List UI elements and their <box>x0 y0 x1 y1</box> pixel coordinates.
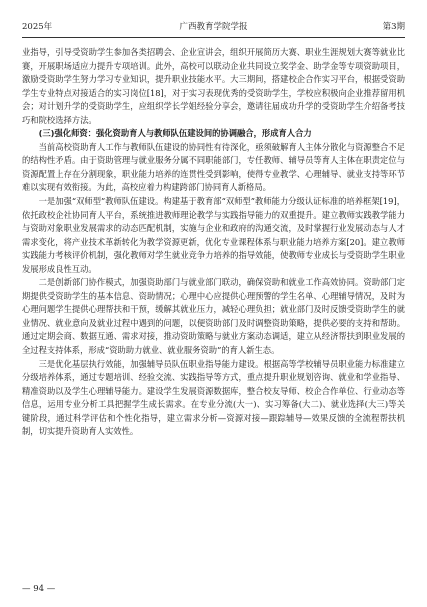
paragraph: 一是加强“双师型”教师队伍建设。构建基于教育部“双师型”教师能力分级认证标准的培养框架[19]，依托政校企社协同育人平台，系统推进教师理论教学与实践指导能力的双重提升。建立教师实践教学能力与资助对象职业发展需求的动态匹配机制，实施与企业和政府的沟通交流，及时掌握行业发展动态与人才需求变化，将产业技术革新转化为教学资源更新，优化专业课程体系与职业能力培养方案[20]。建立教师实践能力考核评价机制，强化教师对学生就业竞争力培养的指导效能，使教师专业成长与受资助学生职业发展形成良性互动。 <box>22 196 405 274</box>
paragraph: 二是创新部门协作模式，加强资助部门与就业部门联动，确保资助和就业工作高效协同。资助部门定期提供受资助学生的基本信息、资助情况；心理中心应提供心理预警的学生名单、心理辅导情况，及时为心理问题学生提供心理帮扶和干预，缓解其就业压力，减轻心理负担；就业部门及时反馈受资助学生的就业情况、就业意向及就业过程中遇到的问题，以便资助部门及时调整资助策略，提供必要的支持和帮助。通过定期会商、数据互通、需求对接，推动资助策略与就业方案动态调适，建立从经济帮扶到职业发展的全过程支持体系，形成“资助助力就业、就业服务资助”的育人新生态。 <box>22 277 405 356</box>
page-number: — 94 — <box>22 584 56 594</box>
header-journal-title: 广西教育学院学报 <box>179 22 248 32</box>
paragraph-continued: 业指导，引导受资助学生参加各类招聘会、企业宣讲会，组织开展简历大赛、职业生涯规划大赛等就业比赛，开展职场适应力提升专项培训。此外，高校可以联动企业共同设立奖学金、助学金等专项资助项目，激励受资助学生努力学习专业知识，提升职业技能水平。大三期间，搭建校企合作实习平台，根据受资助学生专业特点对接适合的实习岗位[18]，对于实习表现优秀的受资助学生，学校应积极向企业推荐留用机会；对计划升学的受资助学生，应组织学长学姐经验分享会，邀请往届成功升学的受资助学生介绍备考技巧和院校选择方法。 <box>22 47 405 125</box>
paragraph: 三是优化基层执行效能，加强辅导员队伍职业指导能力建设。根据高等学校辅导员职业能力标准建立分级培养体系，通过专题培训、经验交流、实践指导等方式，重点提升职业规划咨询、就业和学业指导、精准资助以及学生心理辅导能力。建设学生发展资源数据库，整合校友导师、校企合作单位、行业动态等信息，运用专业分析工具把握学生成长需求。在专业分流(大一)、实习筹备(大二)、就业选择(大三)等关键阶段，通过科学评估和个性化指导，建立需求分析—资源对接—跟踪辅导—效果反馈的全流程帮扶机制，切实提升资助育人实效性。 <box>22 358 405 437</box>
header-issue: 第3期 <box>382 22 405 32</box>
section-heading: (三)强化师资：强化资助育人与教师队伍建设间的协调融合，形成育人合力 <box>38 128 312 139</box>
running-header <box>22 20 405 34</box>
article-body <box>22 46 405 439</box>
paragraph: 当前高校资助育人工作与教师队伍建设的协同性有待深化，亟须破解育人主体分散化与资源整合不足的结构性矛盾。由于资助管理与就业服务分属不同职能部门，专任教师、辅导员等育人主体在职责定位与资源配置上存在分割现象，职业能力培养的连贯性受到影响，使得专业教学、心理辅导、就业支持等环节难以实现有效衔接。为此，高校应着力构建跨部门协同育人新格局。 <box>22 141 405 193</box>
header-year: 2025年 <box>22 22 53 32</box>
header-divider <box>22 37 405 38</box>
